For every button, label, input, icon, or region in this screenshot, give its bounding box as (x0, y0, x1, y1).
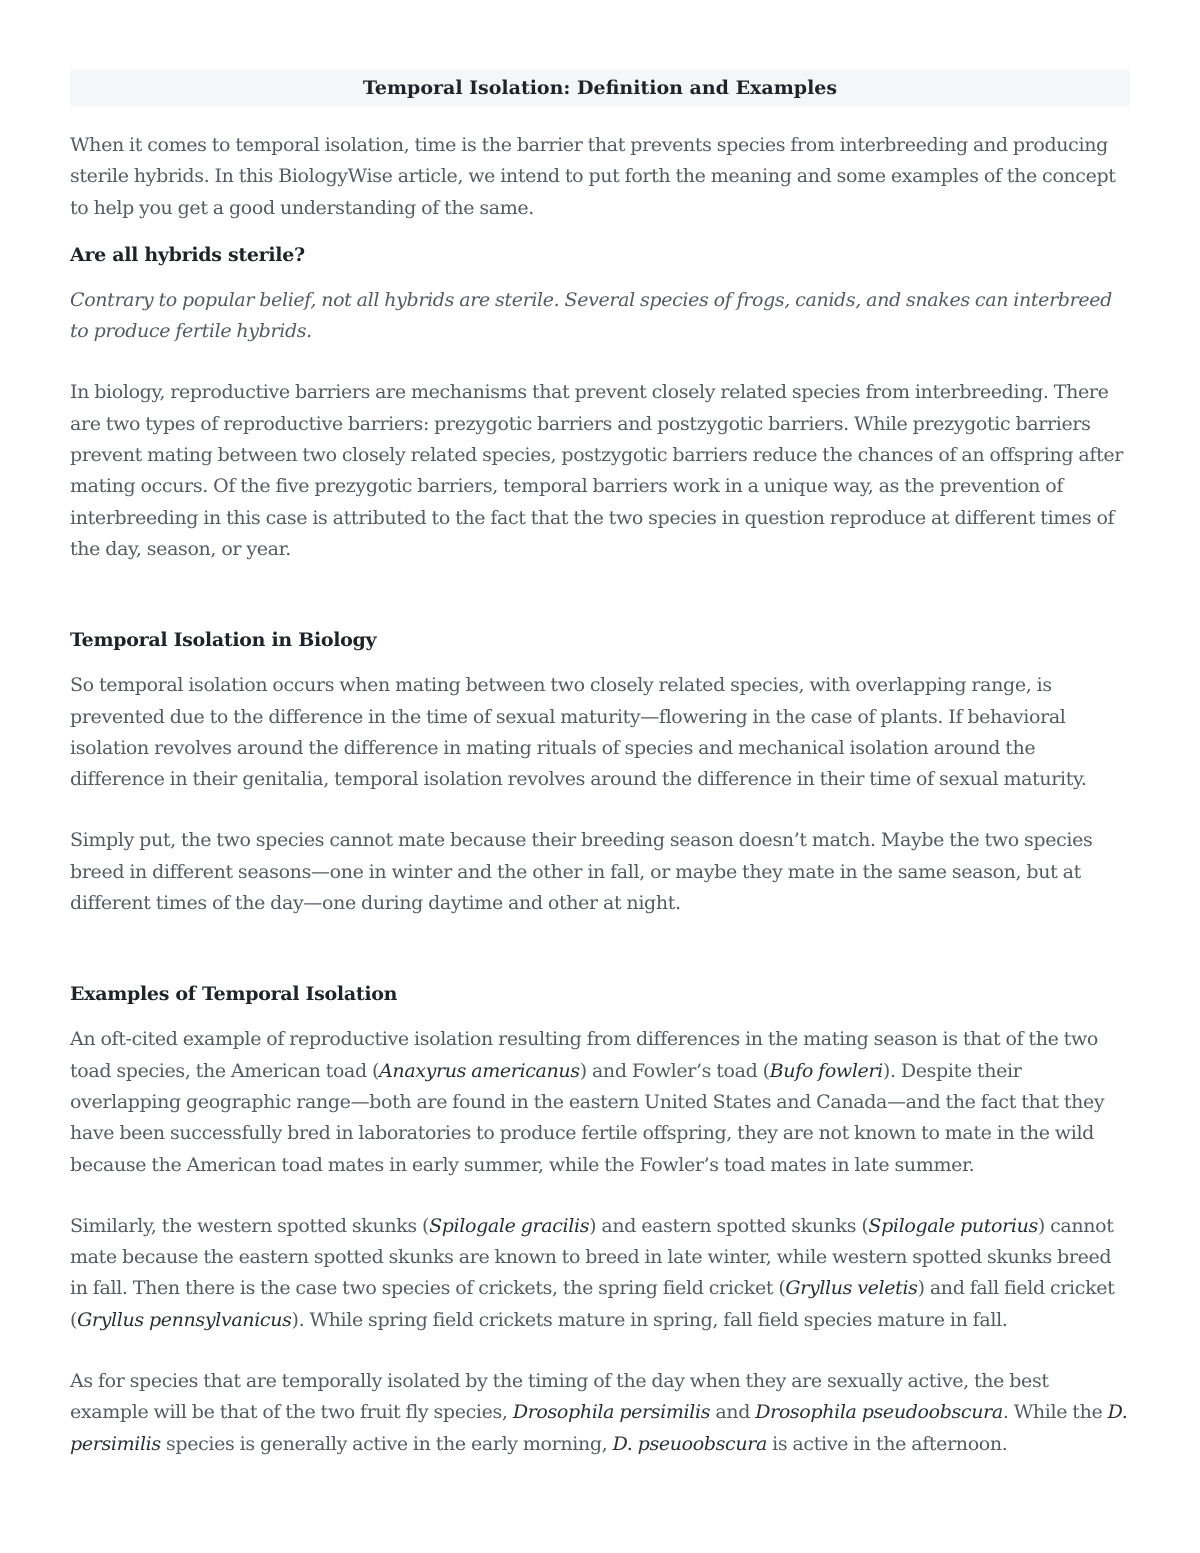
intro-paragraph: When it comes to temporal isolation, time is the barrier that prevents species from interbreeding and producing sterile hybrids. In this BiologyWise article, we intend to put forth the meaning and some examples of the concept to help you get a good understanding of the same. (70, 134, 1116, 219)
species-name: Gryllus veletis (785, 1277, 918, 1300)
species-name: Gryllus pennsylvanicus (77, 1308, 292, 1331)
species-name: Bufo fowleri (769, 1059, 883, 1082)
species-name: Anaxyrus americanus (379, 1059, 580, 1082)
biology-heading: Temporal Isolation in Biology (70, 629, 377, 652)
skunk-cricket-example-paragraph: Similarly, the western spotted skunks (Spilogale gracilis) and eastern spotted skunks (Spilogale putorius) cannot mate because the eastern spotted skunks are known to breed in late winter, while western spotted skunks breed in fall. Then there is the case two species of crickets, the spring field cricket (Gryllus veletis) and fall field cricket (Gryllus pennsylvanicus). While spring field crickets mature in spring, fall field species mature in fall. (70, 1214, 1115, 1331)
species-name: D. persimilis (70, 1401, 1128, 1455)
document-page (70, 70, 1130, 1460)
document-title: Temporal Isolation: Definition and Examples (70, 70, 1130, 106)
toad-example-paragraph: An oft-cited example of reproductive isolation resulting from differences in the mating season is that of the two toad species, the American toad (Anaxyrus americanus) and Fowler’s toad (Bufo fowleri). Despite their overlapping geographic range—both are found in the eastern United States and Canada—and the fact that they have been successfully bred in laboratories to produce fertile offspring, they are not known to mate in the wild because the American toad mates in early summer, while the Fowler’s toad mates in late summer. (70, 1028, 1105, 1176)
biology-paragraph-1: So temporal isolation occurs when mating between two closely related species, with overlapping range, is prevented due to the difference in the time of sexual maturity—flowering in the case of plants. If behavioral isolation revolves around the difference in mating rituals of species and mechanical isolation around the difference in their genitalia, temporal isolation revolves around the difference in their time of sexual maturity. (70, 674, 1087, 791)
fruit-fly-example-paragraph: As for species that are temporally isolated by the timing of the day when they are sexually active, the best example will be that of the two fruit fly species, Drosophila persimilis and Drosophila pseudoobscura. While the D. persimilis species is generally active in the early morning, D. pseuoobscura is active in the afternoon. (70, 1370, 1128, 1455)
species-name: Spilogale gracilis (429, 1214, 590, 1237)
species-name: Drosophila persimilis (512, 1401, 711, 1424)
hybrids-heading: Are all hybrids sterile? (70, 243, 305, 266)
barriers-paragraph: In biology, reproductive barriers are mechanisms that prevent closely related species from interbreeding. There are two types of reproductive barriers: prezygotic barriers and postzygotic barriers. While prezygotic barriers prevent mating between two closely related species, postzygotic barriers reduce the chances of an offspring after mating occurs. Of the five prezygotic barriers, temporal barriers work in a unique way, as the prevention of interbreeding in this case is attributed to the fact that the two species in question reproduce at different times of the day, season, or year. (70, 381, 1123, 560)
species-name: Drosophila pseudoobscura (755, 1401, 1003, 1424)
species-name: D. pseuoobscura (612, 1432, 767, 1455)
examples-heading: Examples of Temporal Isolation (70, 983, 398, 1006)
species-name: Spilogale putorius (868, 1214, 1038, 1237)
hybrids-note: Contrary to popular belief, not all hybrids are sterile. Several species of frogs, canids, and snakes can interbreed to produce fertile hybrids. (70, 288, 1112, 343)
biology-paragraph-2: Simply put, the two species cannot mate because their breeding season doesn’t match. Maybe the two species breed in different seasons—one in winter and the other in fall, or maybe they mate in the same season, but at different times of the day—one during daytime and other at night. (70, 829, 1093, 915)
